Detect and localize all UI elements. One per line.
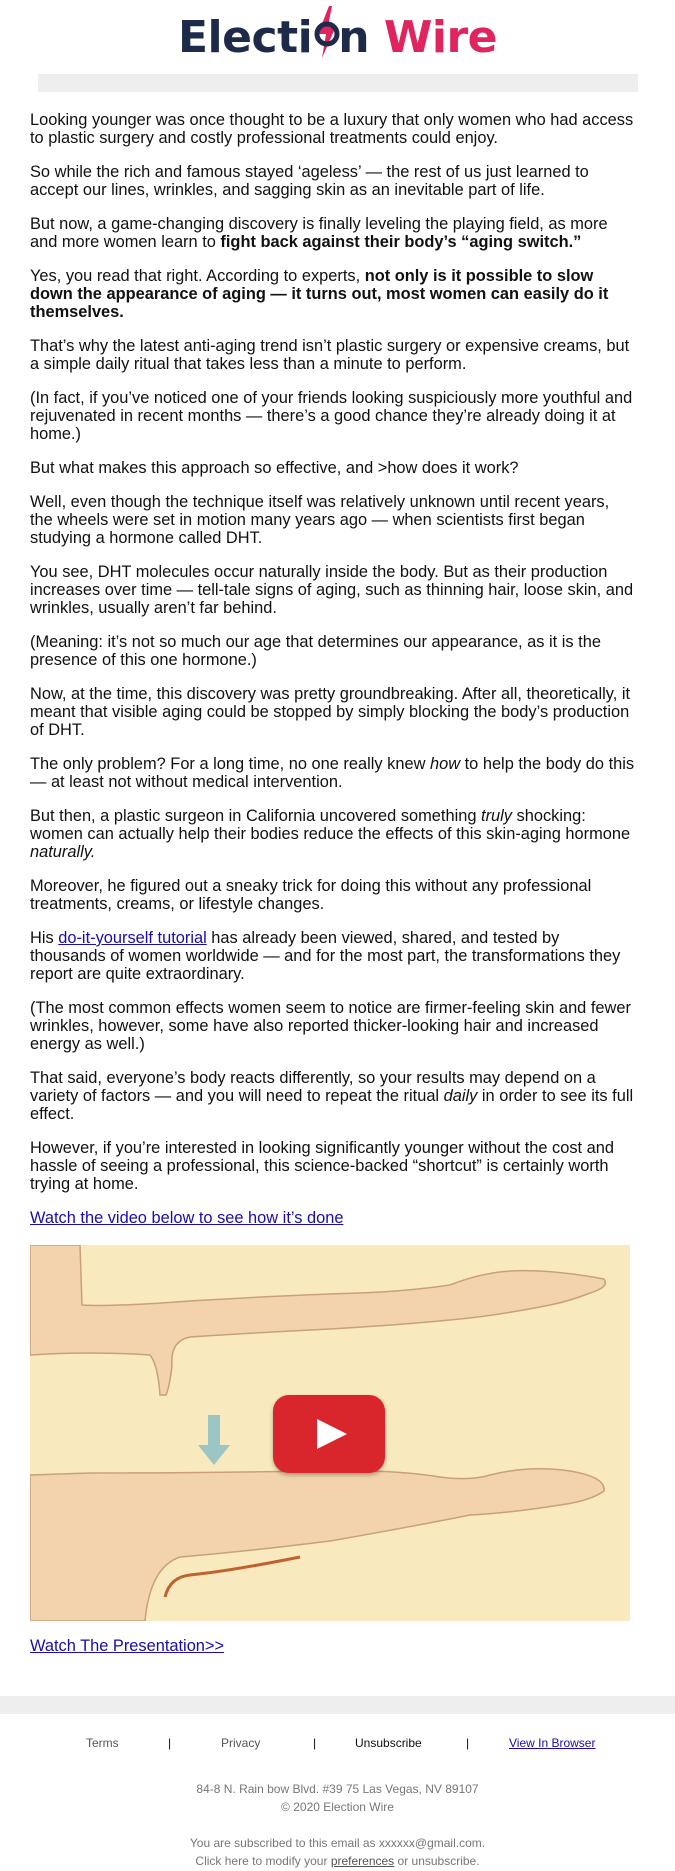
paragraph: Now, at the time, this discovery was pretty groundbreaking. After all, theoretically, it meant that visible aging could be stopped by simply blocking the body’s production of DHT. bbox=[30, 685, 631, 739]
article-body bbox=[30, 111, 635, 1243]
separator: | bbox=[168, 1736, 172, 1750]
paragraph: But what makes this approach so effective, and >how does it work? bbox=[30, 459, 519, 477]
footer-copyright: © 2020 Election Wire bbox=[281, 1800, 394, 1814]
paragraph: His do-it-yourself tutorial has already been viewed, shared, and tested by thousands of women worldwide — and for the most part, the transformations they report are quite extraordinary. bbox=[30, 929, 621, 983]
logo-word-election: Electi n bbox=[178, 12, 369, 63]
paragraph: Moreover, he figured out a sneaky trick for doing this without any professional treatments, creams, or lifestyle changes. bbox=[30, 877, 592, 913]
paragraph: But now, a game-changing discovery is finally leveling the playing field, as more and more women learn to fight back against their body’s “aging switch.” bbox=[30, 215, 608, 251]
separator: | bbox=[313, 1736, 317, 1750]
paragraph: (In fact, if you’ve noticed one of your friends looking suspiciously more youthful and rejuvenated in recent months — there’s a good chance they’re already doing it at home.) bbox=[30, 389, 633, 443]
diy-tutorial-link[interactable]: do-it-yourself tutorial bbox=[58, 929, 207, 947]
lightning-bolt-icon bbox=[312, 10, 338, 66]
footer-address: 84-8 N. Rain bow Blvd. #39 75 Las Vegas, NV 89107 bbox=[196, 1782, 479, 1796]
paragraph: Well, even though the technique itself was relatively unknown until recent years, the wheels were set in motion many years ago — when scientists first began studying a hormone called DHT. bbox=[30, 493, 610, 547]
footer-preferences-note: Click here to modify your preferences or unsubscribe. bbox=[195, 1854, 480, 1868]
header bbox=[0, 0, 675, 74]
footer-divider bbox=[0, 1696, 675, 1714]
cta-line bbox=[30, 1637, 224, 1655]
paragraph: But then, a plastic surgeon in California uncovered something truly shocking: women can actually help their bodies reduce the effects of this skin-aging hormone naturally. bbox=[30, 807, 631, 861]
paragraph: That’s why the latest anti-aging trend isn’t plastic surgery or expensive creams, but a simple daily ritual that takes less than a minute to perform. bbox=[30, 337, 630, 373]
preferences-link[interactable]: preferences bbox=[330, 1854, 395, 1868]
paragraph: Yes, you read that right. According to experts, not only is it possible to slow down the appearance of aging — it turns out, most women can easily do it themselves. bbox=[30, 267, 609, 321]
separator: | bbox=[466, 1736, 470, 1750]
paragraph: Looking younger was once thought to be a luxury that only women who had access to plastic surgery and costly professional treatments could enjoy. bbox=[30, 111, 634, 147]
logo-word-wire: Wire bbox=[383, 12, 497, 63]
paragraph: That said, everyone’s body reacts differently, so your results may depend on a variety of factors — and you will need to repeat the ritual daily in order to see its full effect. bbox=[30, 1069, 634, 1123]
paragraph: The only problem? For a long time, no one really knew how to help the body do this — at least not without medical intervention. bbox=[30, 755, 635, 791]
play-button[interactable] bbox=[273, 1395, 385, 1473]
watch-presentation-link[interactable]: Watch The Presentation>> bbox=[30, 1637, 225, 1655]
terms-link[interactable]: Terms bbox=[86, 1736, 119, 1750]
footer-links bbox=[0, 1736, 675, 1756]
privacy-link[interactable]: Privacy bbox=[221, 1736, 261, 1750]
header-divider bbox=[38, 74, 638, 92]
video-thumbnail[interactable] bbox=[30, 1245, 630, 1621]
election-wire-logo[interactable] bbox=[0, 10, 675, 66]
paragraph: However, if you’re interested in looking significantly younger without the cost and hassle of seeing a professional, this science-backed “shortcut” is certainly worth trying at home. bbox=[30, 1139, 615, 1193]
paragraph: You see, DHT molecules occur naturally inside the body. But as their production increases over time — tell-tale signs of aging, such as thinning hair, loose skin, and wrinkles, usually aren’t far behind. bbox=[30, 563, 634, 617]
watch-video-line bbox=[30, 1209, 635, 1227]
watch-video-link[interactable]: Watch the video below to see how it’s done bbox=[30, 1209, 344, 1227]
paragraph: So while the rich and famous stayed ‘ageless’ — the rest of us just learned to accept our lines, wrinkles, and sagging skin as an inevitable part of life. bbox=[30, 163, 589, 199]
footer-subscription-note: You are subscribed to this email as xxxxxx@gmail.com. bbox=[189, 1836, 486, 1850]
unsubscribe-link[interactable]: Unsubscribe bbox=[355, 1736, 422, 1750]
view-in-browser-link[interactable]: View In Browser bbox=[509, 1736, 596, 1750]
paragraph: (The most common effects women seem to notice are firmer-feeling skin and fewer wrinkles, however, some have also reported thicker-looking hair and increased energy as well.) bbox=[30, 999, 631, 1053]
play-icon bbox=[273, 1395, 385, 1473]
paragraph: (Meaning: it’s not so much our age that determines our appearance, as it is the presence of this one hormone.) bbox=[30, 633, 601, 669]
